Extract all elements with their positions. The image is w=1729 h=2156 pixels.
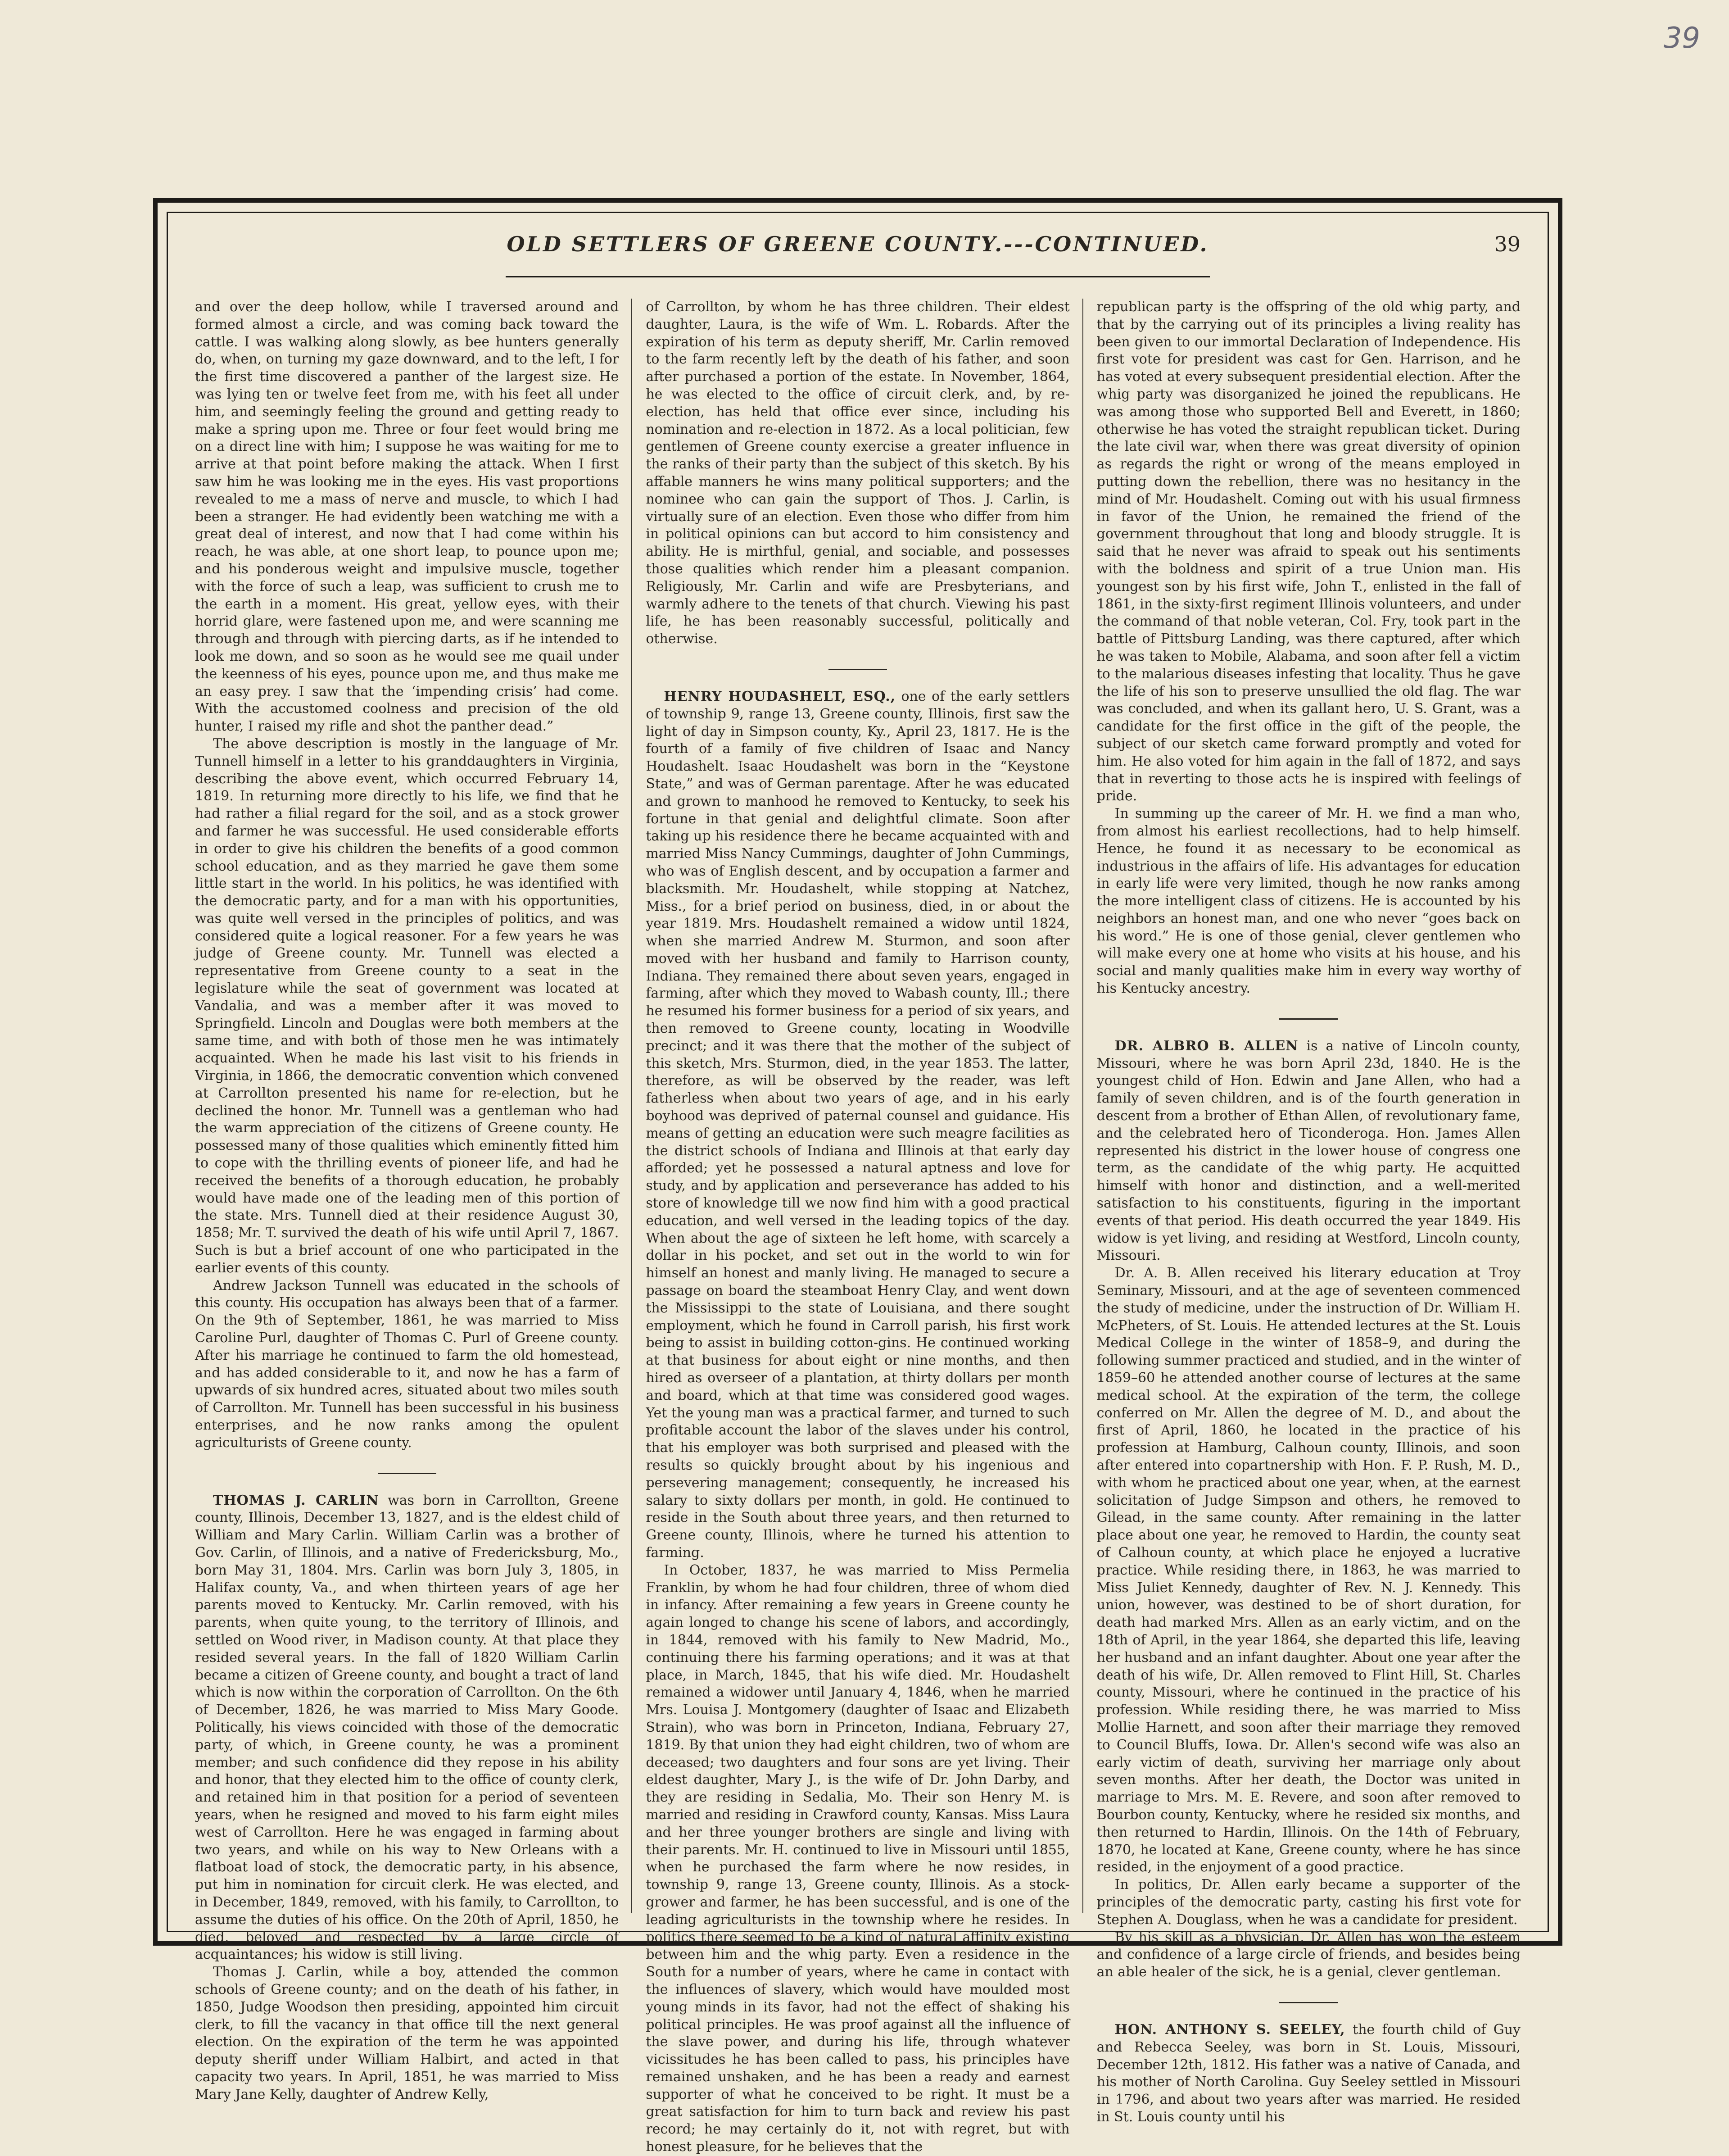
article-paragraph [1097, 1265, 1521, 1876]
article-paragraph [195, 299, 619, 735]
biography-heading: DR. ALBRO B. ALLEN [1114, 1038, 1299, 1054]
article-paragraph [1097, 1038, 1521, 1265]
article-paragraph [1097, 1929, 1521, 1981]
page-title: OLD SETTLERS OF GREENE COUNTY.---CONTINUED. [507, 232, 1209, 256]
section-separator [1279, 2002, 1338, 2003]
header-rule [506, 276, 1210, 277]
biography-heading: HON. ANTHONY S. SEELEY, [1114, 2021, 1345, 2038]
paragraph-text: republican party is the offspring of the old whig party, and that by the carrying out of its principles a living reality has been given to our immortal Declaration of Independence. His first vote for president was cast for Gen. Harrison, and he has voted at every subsequent presidential election. After the whig party was disorganized he joined the republicans. He was among those who supported Bell and Everett, in 1860; otherwise he has voted the straight republican ticket. During the late civil war, when there was great diversity of opinion as regards the right or wrong of the means employed in putting down the rebellion, there was no hesitancy in the mind of Mr. Houdashelt. Coming out with his usual firmness in favor of the Union, he remained the friend of the government throughout that long and bloody struggle. It is said that he never was afraid to speak out his sentiments with the boldness and spirit of a true Union man. His youngest son by his first wife, John T., enlisted in the fall of 1861, in the sixty-first regiment Illinois volunteers, and under the command of that noble veteran, Col. Fry, took part in the battle of Pittsburg Landing, was there captured, after which he was taken to Mobile, Alabama, and soon after fell a victim to the malarious diseases infesting that locality. Thus he gave the life of his son to preserve unsullied the old flag. The war was concluded, and when its gallant hero, U. S. Grant, was a candidate for the first office in the gift of the people, the subject of our sketch came forward promptly and voted for him. He also voted for him again in the fall of 1872, and says that in reverting to those acts he is inspired with feelings of pride. [1096, 299, 1521, 804]
text-column-1 [195, 299, 619, 2102]
paragraph-text: In summing up the career of Mr. H. we find a man who, from almost his earliest recollections, had to help himself. Hence, he found it as necessary to be economical as industrious in the affairs of life. His advantages for education in early life were very limited, though he now ranks among the more intelligent class of citizens. He is accounted by his neighbors an honest man, and one who never “goes back on his word.” He is one of those genial, clever gentlemen who will make every one at home who visits at his house, and his social and manly qualities make him in every way worthy of his Kentucky ancestry. [1096, 806, 1521, 997]
paragraph-text: Andrew Jackson Tunnell was educated in the schools of this county. His occupation has always been that of a farmer. On the 9th of September, 1861, he was married to Miss Caroline Purl, daughter of Thomas C. Purl of Greene county. After his marriage he continued to farm the old homestead, and has added considerable to it, and now he has a farm of upwards of six hundred acres, situated about two miles south of Carrollton. Mr. Tunnell has been successful in his business enterprises, and he now ranks among the opulent agriculturists of Greene county. [195, 1277, 619, 1451]
paragraph-text: was born in Carrollton, Greene county, Illinois, December 13, 1827, and is the eldest child of William and Mary Carlin. William Carlin was a brother of Gov. Carlin, of Illinois, and a native of Fredericksburg, Mo., born May 31, 1804. Mrs. Carlin was born July 3, 1805, in Halifax county, Va., and when thirteen years of age her parents moved to Kentucky. Mr. Carlin removed, with his parents, when quite young, to the territory of Illinois, and settled on Wood river, in Madison county. At that place they resided several years. In the fall of 1820 William Carlin became a citizen of Greene county, and bought a tract of land which is now within the corporation of Carrollton. On the 6th of December, 1826, he was married to Miss Mary Goode. Politically, his views coincided with those of the democratic party, of which, in Greene county, he was a prominent member; and such confidence did they repose in his ability and honor, that they elected him to the office of county clerk, and retained him in that position for a period of seventeen years, when he resigned and moved to his farm eight miles west of Carrollton. Here he was engaged in farming about two years, and while on his way to New Orleans with a flatboat load of stock, the democratic party, in his absence, put him in nomination for circuit clerk. He was elected, and in December, 1849, removed, with his family, to Carrollton, to assume the duties of his office. On the 20th of April, 1850, he died, beloved and respected by a large circle of acquaintances; his widow is still living. [195, 1492, 619, 1963]
page-header [168, 232, 1548, 272]
page-frame [153, 198, 1562, 2155]
article-paragraph [1097, 299, 1521, 805]
text-column-3 [1096, 299, 1521, 2125]
text-column-2 [646, 299, 1070, 2155]
article-paragraph [646, 299, 1069, 648]
paragraph-text: and over the deep hollow, while I traversed around and formed almost a circle, and was coming back toward the cattle. I was walking along slowly, as bee hunters generally do, when, on turning my gaze downward, and to the left, I for the first time discovered a panther of the largest size. He was lying ten or twelve feet from me, with his feet all under him, and seemingly feeling the ground and getting ready to make a spring upon me. Three or four feet would bring me on a direct line with him; I suppose he was waiting for me to arrive at that point before making the attack. When I first saw him he was looking me in the eyes. His vast proportions revealed to me a mass of nerve and muscle, to which I had been a stranger. He had evidently been watching me with a great deal of interest, and now that I had come within his reach, he was able, at one short leap, to pounce upon me; and his ponderous weight and impulsive muscle, together with the force of such a leap, was sufficient to crush me to the earth in a moment. His great, yellow eyes, with their horrid glare, were fastened upon me, and were scanning me through and through with piercing darts, as if he intended to look me down, and so soon as he would see me quail under the keenness of his eyes, pounce upon me, and thus make me an easy prey. I saw that the ‘impending crisis’ had come. With the accustomed coolness and precision of the old hunter, I raised my rifle and shot the panther dead.” [195, 299, 619, 735]
paragraph-text: The above description is mostly in the language of Mr. Tunnell himself in a letter to his granddaughters in Virginia, describing the above event, which occurred February 14, 1819. In returning more directly to his life, we find that he had rather a filial regard for the soil, and as a stock grower and farmer he was successful. He used considerable efforts in order to give his children the benefits of a good common school education, and as they married he gave them some little start in the world. In his politics, he was identified with the democratic party, and for a man with his opportunities, was quite well versed in the principles of politics, and was considered quite a logical reasoner. For a few years he was judge of Greene county. Mr. Tunnell was elected a representative from Greene county to a seat in the legislature while the seat of government was located at Vandalia, and was a member after it was moved to Springfield. Lincoln and Douglas were both members at the same time, and with both of those men he was intimately acquainted. When he made his last visit to his friends in Virginia, in 1866, the democratic convention which convened at Carrollton presented his name for re-election, but he declined the honor. Mr. Tunnell was a gentleman who had the warm appreciation of the citizens of Greene county. He possessed many of those qualities which eminently fitted him to cope with the thrilling events of pioneer life, and had he received the benefits of a thorough education, he probably would have made one of the leading men of this portion of the state. Mrs. Tunnell died at their residence August 30, 1858; Mr. T. survived the death of his wife until April 7, 1867. Such is but a brief account of one who participated in the earlier events of this county. [195, 735, 619, 1276]
section-separator [378, 1473, 436, 1474]
article-paragraph [195, 1492, 619, 1964]
paragraph-text: of Carrollton, by whom he has three children. Their eldest daughter, Laura, is the wife of Wm. L. Robards. After the expiration of his term as deputy sheriff, Mr. Carlin removed to the farm recently left by the death of his father, and soon after purchased a portion of the estate. In November, 1864, he was elected to the office of circuit clerk, and, by re-election, has held that office ever since, including his nomination and re-election in 1872. As a local politician, few gentlemen of Greene county exercise a greater influence in the ranks of their party than the subject of this sketch. By his affable manners he wins many political supporters; and the nominee who can gain the support of Thos. J. Carlin, is virtually sure of an election. Even those who differ from him in political opinions can but accord to him consistency and ability. He is mirthful, genial, and sociable, and possesses those qualities which render him a pleasant companion. Religiously, Mr. Carlin and wife are Presbyterians, and warmly adhere to the tenets of that church. Viewing his past life, he has been reasonably successful, politically and otherwise. [646, 299, 1070, 647]
article-paragraph [1097, 2021, 1521, 2126]
paragraph-text: In politics, Dr. Allen early became a supporter of the principles of the democratic party, casting his first vote for Stephen A. Douglass, when he was a candidate for president. [1096, 1877, 1521, 1928]
biography-heading: THOMAS J. CARLIN [213, 1492, 379, 1508]
inner-frame [167, 212, 1549, 2155]
article-paragraph [1097, 1876, 1521, 1929]
paragraph-text: By his skill as a physician, Dr. Allen has won the esteem and confidence of a large circle of friends, and besides being an able healer of the sick, he is a genial, clever gentleman. [1096, 1929, 1521, 1980]
article-paragraph [195, 1277, 619, 1452]
handwritten-page-number: 39 [1663, 22, 1700, 55]
article-paragraph [1097, 805, 1521, 998]
article-paragraph [195, 1964, 619, 2103]
section-separator [1279, 1018, 1338, 1020]
paragraph-text: is a native of Lincoln county, Missouri, where he was born April 23d, 1840. He is the youngest child of Hon. Edwin and Jane Allen, who had a family of seven children, and is of the fourth generation in descent from a brother of Ethan Allen, of revolutionary fame, and the celebrated hero of Ticonderoga. Hon. James Allen represented his district in the lower house of congress one term, as the candidate of the whig party. He acquitted himself with honor and distinction, and a well-merited satisfaction to his constituents, figuring in the important events of that period. His death occurred the year 1849. His widow is yet living, and residing at Westford, Lincoln county, Missouri. [1096, 1038, 1521, 1264]
paragraph-text: Dr. A. B. Allen received his literary education at Troy Seminary, Missouri, and at the age of seventeen commenced the study of medicine, under the instruction of Dr. William H. McPheters, of St. Louis. He attended lectures at the St. Louis Medical College in the winter of 1858–9, and during the following summer practiced and studied, and in the winter of 1859–60 he attended another course of lectures at the same medical school. At the expiration of the term, the college conferred on Mr. Allen the degree of M. D., and about the first of April, 1860, he located in the practice of his profession at Hamburg, Calhoun county, Illinois, and soon after entered into copartnership with Hon. F. P. Rush, M. D., with whom he practiced about one year, when, at the earnest solicitation of Judge Simpson and others, he removed to Gilead, in the same county. After remaining in the latter place about one year, he removed to Hardin, the county seat of Calhoun county, at which place he enjoyed a lucrative practice. While residing there, in 1863, he was married to Miss Juliet Kennedy, daughter of Rev. N. J. Kennedy. This union, however, was destined to be of short duration, for death had marked Mrs. Allen as an early victim, and on the 18th of April, in the year 1864, she departed this life, leaving her husband and an infant daughter. About one year after the death of his wife, Dr. Allen removed to Flint Hill, St. Charles county, Missouri, where he continued in the practice of his profession. While residing there, he was married to Miss Mollie Harnett, and soon after their marriage they removed to Council Bluffs, Iowa. Dr. Allen's second wife was also an early victim of death, surviving her marriage only about seven months. After her death, the Doctor was united in marriage to Mrs. M. E. Revere, and soon after removed to Bourbon county, Kentucky, where he resided six months, and then returned to Hardin, Illinois. On the 14th of February, 1870, he located at Kane, Greene county, where he has since resided, in the enjoyment of a good practice. [1096, 1265, 1521, 1875]
paragraph-text: one of the early settlers of township 9, range 13, Greene county, Illinois, first saw the light of day in Simpson county, Ky., April 23, 1817. He is the fourth of a family of five children of Isaac and Nancy Houdashelt. Isaac Houdashelt was born in the “Keystone State,” and was of German parentage. After he was educated and grown to manhood he removed to Kentucky, to seek his fortune in that genial and delightful climate. Soon after taking up his residence there he became acquainted with and married Miss Nancy Cummings, daughter of John Cummings, who was of English descent, and by occupation a farmer and blacksmith. Mr. Houdashelt, while stopping at Natchez, Miss., for a brief period on business, died, in or about the year 1819. Mrs. Houdashelt remained a widow until 1824, when she married Andrew M. Sturmon, and soon after moved with her husband and family to Harrison county, Indiana. They remained there about seven years, engaged in farming, after which they moved to Wabash county, Ill.; there he resumed his former business for a period of six years, and then removed to Greene county, locating in Woodville precinct; and it was there that the mother of the subject of this sketch, Mrs. Sturmon, died, in the year 1853. The latter, therefore, as will be observed by the reader, was left fatherless when about two years of age, and in his early boyhood was deprived of paternal counsel and guidance. His means of getting an education were such meagre facilities as the district schools of Indiana and Illinois at that early day afforded; yet he possessed a natural aptness and love for study, and by application and perseverance has added to his store of knowledge till we now find him with a good practical education, and well versed in the leading topics of the day. When about the age of sixteen he left home, with scarcely a dollar in his pocket, and set out in the world to win for himself an honest and manly living. He managed to secure a passage on board the steamboat Henry Clay, and went down the Mississippi to the state of Louisiana, and there sought employment, which he found in Carroll parish, his first work being to assist in building cotton-gins. He continued working at that business for about eight or nine months, and then hired as overseer of a plantation, at thirty dollars per month and board, which at that time was considered good wages. Yet the young man was a practical farmer, and turned to such profitable account the labor of the slaves under his control, that his employer was both surprised and pleased with the results so quickly brought about by his ingenious and persevering management; consequently, he increased his salary to sixty dollars per month, in gold. He continued to reside in the South about three years, and then returned to Greene county, Illinois, where he turned his attention to farming. [646, 688, 1070, 1561]
page-number: 39 [1494, 232, 1521, 256]
article-paragraph [646, 688, 1069, 1562]
article-paragraph [195, 735, 619, 1277]
section-separator [828, 669, 887, 670]
article-paragraph [646, 1562, 1069, 2156]
text-columns [195, 299, 1521, 2155]
paragraph-text: the fourth child of Guy and Rebecca Seeley, was born in St. Louis, Missouri, December 12th, 1812. His father was a native of Canada, and his mother of North Carolina. Guy Seeley settled in Missouri in 1796, and about two years after was married. He resided in St. Louis county until his [1096, 2021, 1521, 2125]
paragraph-text: In October, 1837, he was married to Miss Permelia Franklin, by whom he had four children, three of whom died in infancy. After remaining a few years in Greene county he again longed to change his scene of labors, and accordingly, in 1844, removed with his family to New Madrid, Mo., continuing there his farming operations; and it was at that place, in March, 1845, that his wife died. Mr. Houdashelt remained a widower until January 4, 1846, when he married Mrs. Louisa J. Montgomery (daughter of Isaac and Elizabeth Strain), who was born in Princeton, Indiana, February 27, 1819. By that union they had eight children, two of whom are deceased; two daughters and four sons are yet living. Their eldest daughter, Mary J., is the wife of Dr. John Darby, and they are residing in Sedalia, Mo. Their son Henry M. is married and residing in Crawford county, Kansas. Miss Laura and her three younger brothers are single and living with their parents. Mr. H. continued to live in Missouri until 1855, when he purchased the farm where he now resides, in township 9, range 13, Greene county, Illinois. As a stock-grower and farmer, he has been successful, and is one of the leading agriculturists in the township where he resides. In politics there seemed to be a kind of natural affinity existing between him and the whig party. Even a residence in the South for a number of years, where he came in contact with the influences of slavery, which would have moulded most young minds in its favor, had not the effect of shaking his political principles. He was proof against all the influence of the slave power, and during his life, through whatever vicissitudes he has been called to pass, his principles have remained unshaken, and he has been a ready and earnest supporter of what he conceived to be right. It must be a great satisfaction for him to turn back and review his past record; he may certainly do it, not with regret, but with honest pleasure, for he believes that the [646, 1562, 1070, 2155]
biography-heading: HENRY HOUDASHELT, ESQ., [664, 688, 896, 704]
paragraph-text: Thomas J. Carlin, while a boy, attended the common schools of Greene county; and on the death of his father, in 1850, Judge Woodson then presiding, appointed him circuit clerk, to fill the vacancy in that office till the next general election. On the expiration of the term he was appointed deputy sheriff under William Halbirt, and acted in that capacity two years. In April, 1851, he was married to Miss Mary Jane Kelly, daughter of Andrew Kelly, [195, 1964, 619, 2102]
